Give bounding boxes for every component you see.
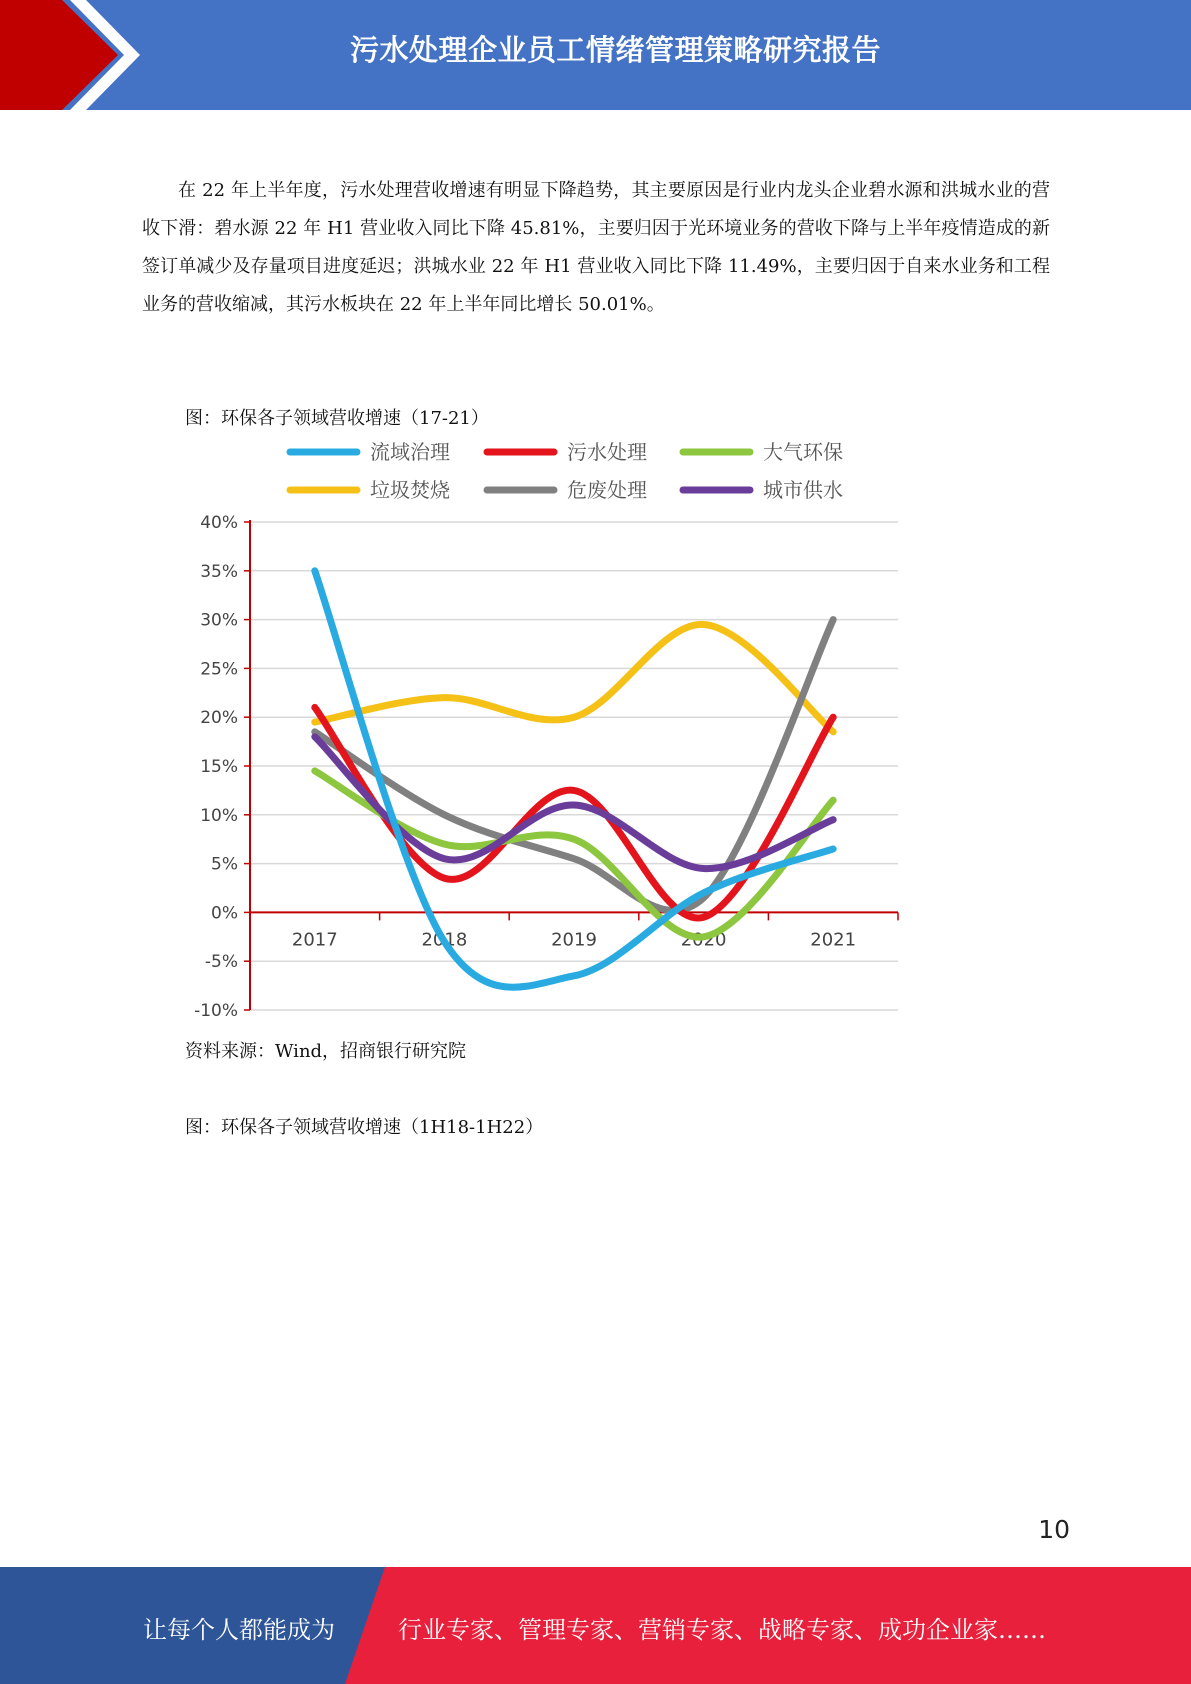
y-tick-label: -5% xyxy=(204,952,238,973)
chart-axes xyxy=(194,513,898,1021)
page-header xyxy=(0,0,1191,110)
y-tick-label: 5% xyxy=(211,854,238,875)
line-chart xyxy=(180,432,910,1024)
y-tick-label: 40% xyxy=(200,513,238,533)
legend-label: 垃圾焚烧 xyxy=(370,478,450,502)
y-tick-label: 10% xyxy=(200,805,238,826)
footer-slogan: 让每个人都能成为 xyxy=(143,1616,335,1644)
body-paragraph: 在 22 年上半年度，污水处理营收增速有明显下降趋势，其主要原因是行业内龙头企业碧水源和洪城水业的营收下滑：碧水源 22 年 H1 营业收入同比下降 45.81%，主要归因于光环境业务的营收下降与上半年疫情造成的新签订单减少及存量项目进度延迟；洪城水业 22 年 H1 营业收入同比下降 11.49%，主要归因于自来水业务和工程业务的营收缩减，其污水板块在 22 年上半年同比增长 50.01%。 xyxy=(142,180,1050,315)
x-tick-label: 2020 xyxy=(680,929,727,951)
legend-label: 危废处理 xyxy=(567,478,647,502)
chart-lines xyxy=(315,571,833,987)
legend-label: 污水处理 xyxy=(567,440,647,464)
x-tick-label: 2021 xyxy=(810,929,857,951)
page-number: 10 xyxy=(1038,1515,1070,1544)
series-line xyxy=(315,624,833,731)
legend-label: 流域治理 xyxy=(370,440,450,464)
y-tick-label: 15% xyxy=(200,757,238,777)
report-title: 污水处理企业员工情绪管理策略研究报告 xyxy=(349,33,881,67)
x-tick-label: 2019 xyxy=(551,929,597,951)
legend-label: 大气环保 xyxy=(763,440,843,464)
figure1-caption: 图：环保各子领域营收增速（17-21） xyxy=(185,408,489,429)
y-tick-label: -10% xyxy=(194,1001,238,1021)
y-tick-label: 30% xyxy=(200,610,238,631)
y-tick-label: 35% xyxy=(200,561,238,582)
y-tick-label: 20% xyxy=(200,708,238,729)
y-tick-label: 25% xyxy=(200,659,238,680)
y-tick-label: 0% xyxy=(211,903,238,924)
series-line xyxy=(315,571,833,987)
figure2-caption: 图：环保各子领域营收增速（1H18-1H22） xyxy=(185,1117,544,1138)
footer-roles: 行业专家、管理专家、营销专家、战略专家、成功企业家…… xyxy=(398,1616,1046,1644)
source-note: 资料来源：Wind，招商银行研究院 xyxy=(185,1041,467,1062)
x-tick-label: 2018 xyxy=(421,929,468,951)
chart-legend xyxy=(290,440,843,502)
x-tick-label: 2017 xyxy=(291,929,338,951)
legend-label: 城市供水 xyxy=(763,478,843,502)
